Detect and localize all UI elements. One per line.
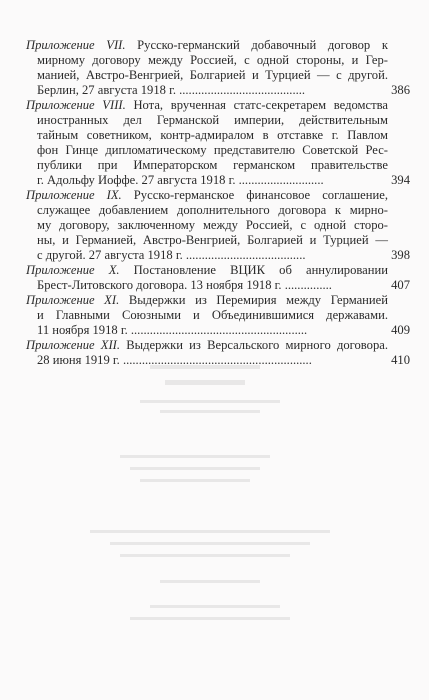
toc-line: и Главными Союзными и Объединившимися державами.	[37, 308, 388, 322]
toc-line: публики при Императорском германском правительстве	[37, 158, 388, 172]
toc-line	[26, 188, 388, 203]
toc-entry-text: 28 июня 1919 г. ............................................................	[37, 353, 312, 367]
toc-entry-text: Нота, врученная статс-секретарем ведомства	[125, 98, 388, 112]
toc-entry-text: Выдержки из Версальского мирного договора.	[120, 338, 388, 352]
toc-entry	[26, 263, 410, 293]
toc-line	[26, 173, 410, 188]
toc-line	[26, 293, 388, 308]
toc-entry-text: г. Адольфу Иоффе. 27 августа 1918 г. ...........................	[37, 173, 324, 187]
toc-entry-label: Приложение XI.	[26, 293, 120, 307]
toc-line: служащее добавлением дополнительного договора к мирно-	[37, 203, 388, 217]
toc-entry-text: Русско-германский добавочный договор к	[125, 38, 388, 52]
toc-page-number: 407	[391, 278, 410, 292]
toc-line: ны, и Германией, Австро-Венгрией, Болгарией и Турцией —	[37, 233, 388, 247]
toc-entry-text: Выдержки из Перемирия между Германией	[119, 293, 388, 307]
toc-page-number: 394	[391, 173, 410, 187]
toc-line: мирному договору между Россией, с одной стороны, и Гер-	[37, 53, 388, 67]
toc-line	[26, 278, 410, 293]
toc-page-number: 398	[391, 248, 410, 262]
toc-entry-label: Приложение XII.	[26, 338, 121, 352]
toc-line	[26, 38, 388, 53]
toc-line: иностранных дел Германской империи, действительным	[37, 113, 388, 127]
toc-entry-label: Приложение IX.	[26, 188, 122, 202]
toc-line: манией, Австро-Венгрией, Болгарией и Турцией — с другой.	[37, 68, 388, 82]
toc-line: му договору, заключенному между Россией, с одной сторо-	[37, 218, 388, 232]
toc-entry-text: Русско-германское финансовое соглашение,	[121, 188, 388, 202]
toc-entry-label: Приложение X.	[26, 263, 120, 277]
toc-page-number: 386	[391, 83, 410, 97]
toc-line	[26, 263, 388, 278]
toc-entry-text: Постановление ВЦИК об аннулировании	[119, 263, 388, 277]
toc-page-number: 410	[391, 353, 410, 367]
toc-entry-text: с другой. 27 августа 1918 г. ......................................	[37, 248, 306, 262]
toc-line: тайным советником, контр-адмиралом в отставке г. Павлом	[37, 128, 388, 142]
toc-entry	[26, 38, 410, 98]
table-of-contents	[26, 38, 410, 368]
toc-entry-label: Приложение VII.	[26, 38, 126, 52]
toc-line	[26, 248, 410, 263]
toc-entry-label: Приложение VIII.	[26, 98, 126, 112]
toc-line	[26, 338, 388, 353]
toc-entry	[26, 188, 410, 263]
toc-entry-text: Брест-Литовского договора. 13 ноября 1918 г. ...............	[37, 278, 332, 292]
toc-entry-text: Берлин, 27 августа 1918 г. ........................................	[37, 83, 306, 97]
toc-line	[26, 83, 410, 98]
toc-entry-text: 11 ноября 1918 г. ........................................................	[37, 323, 308, 337]
toc-line	[26, 323, 410, 338]
toc-page-number: 409	[391, 323, 410, 337]
toc-line	[26, 98, 388, 113]
toc-entry	[26, 293, 410, 338]
toc-entry	[26, 98, 410, 188]
show-through-texture	[0, 355, 429, 655]
toc-line: фон Гинце дипломатическому представителю Советской Рес-	[37, 143, 388, 157]
